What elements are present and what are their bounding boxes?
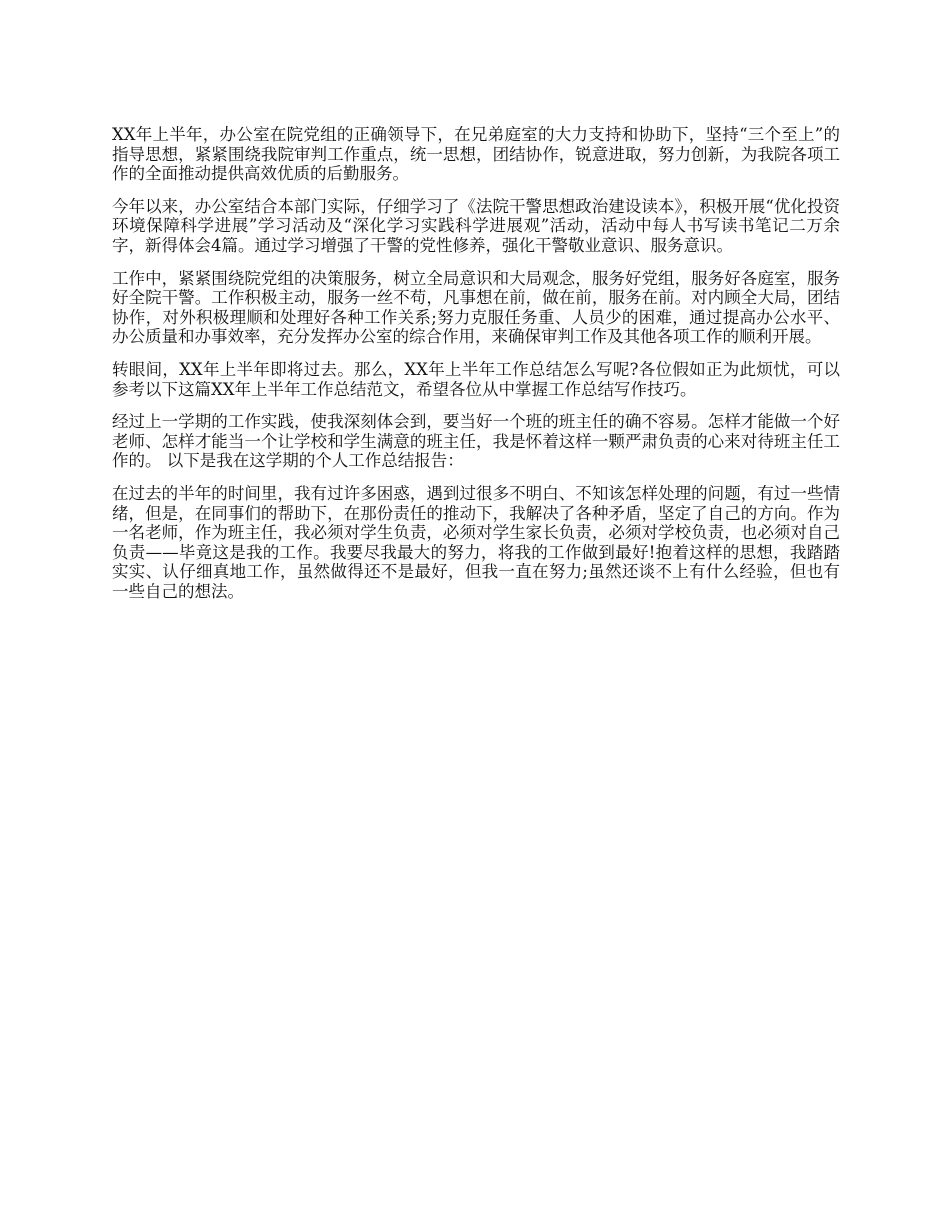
paragraph-6: 在过去的半年的时间里，我有过许多困惑，遇到过很多不明白、不知该怎样处理的问题，有过一些情绪，但是，在同事们的帮助下，在那份责任的推动下，我解决了各种矛盾，坚定了自己的方向。作为一名老师，作为班主任，我必须对学生负责，必须对学生家长负责，必须对学校负责，也必须对自己负责——毕竟这是我的工作。我要尽我最大的努力，将我的工作做到最好!抱着这样的思想，我踏踏实实、认仔细真地工作，虽然做得还不是最好，但我一直在努力;虽然还谈不上有什么经验，但也有一些自己的想法。 bbox=[112, 483, 840, 601]
paragraph-5: 经过上一学期的工作实践，使我深刻体会到，要当好一个班的班主任的确不容易。怎样才能做一个好老师、怎样才能当一个让学校和学生满意的班主任，我是怀着这样一颗严肃负责的心来对待班主任工作的。 以下是我在这学期的个人工作总结报告： bbox=[112, 412, 840, 471]
paragraph-4: 转眼间，XX年上半年即将过去。那么，XX年上半年工作总结怎么写呢?各位假如正为此烦忧，可以参考以下这篇XX年上半年工作总结范文，希望各位从中掌握工作总结写作技巧。 bbox=[112, 359, 840, 399]
paragraph-2: 今年以来，办公室结合本部门实际，仔细学习了《法院干警思想政治建设读本》，积极开展“优化投资环境保障科学进展”学习活动及“深化学习实践科学进展观”活动，活动中每人书写读书笔记二万余字，新得体会4篇。通过学习增强了干警的党性修养，强化干警敬业意识、服务意识。 bbox=[112, 196, 840, 255]
paragraph-1: XX年上半年，办公室在院党组的正确领导下，在兄弟庭室的大力支持和协助下，坚持“三个至上”的指导思想，紧紧围绕我院审判工作重点，统一思想，团结协作，锐意进取，努力创新，为我院各项工作的全面推动提供高效优质的后勤服务。 bbox=[112, 125, 840, 184]
document-body bbox=[112, 125, 840, 614]
paragraph-3: 工作中，紧紧围绕院党组的决策服务，树立全局意识和大局观念，服务好党组，服务好各庭室，服务好全院干警。工作积极主动，服务一丝不苟，凡事想在前，做在前，服务在前。对内顾全大局，团结协作，对外积极理顺和处理好各种工作关系;努力克服任务重、人员少的困难，通过提高办公水平、办公质量和办事效率，充分发挥办公室的综合作用，来确保审判工作及其他各项工作的顺利开展。 bbox=[112, 268, 840, 347]
